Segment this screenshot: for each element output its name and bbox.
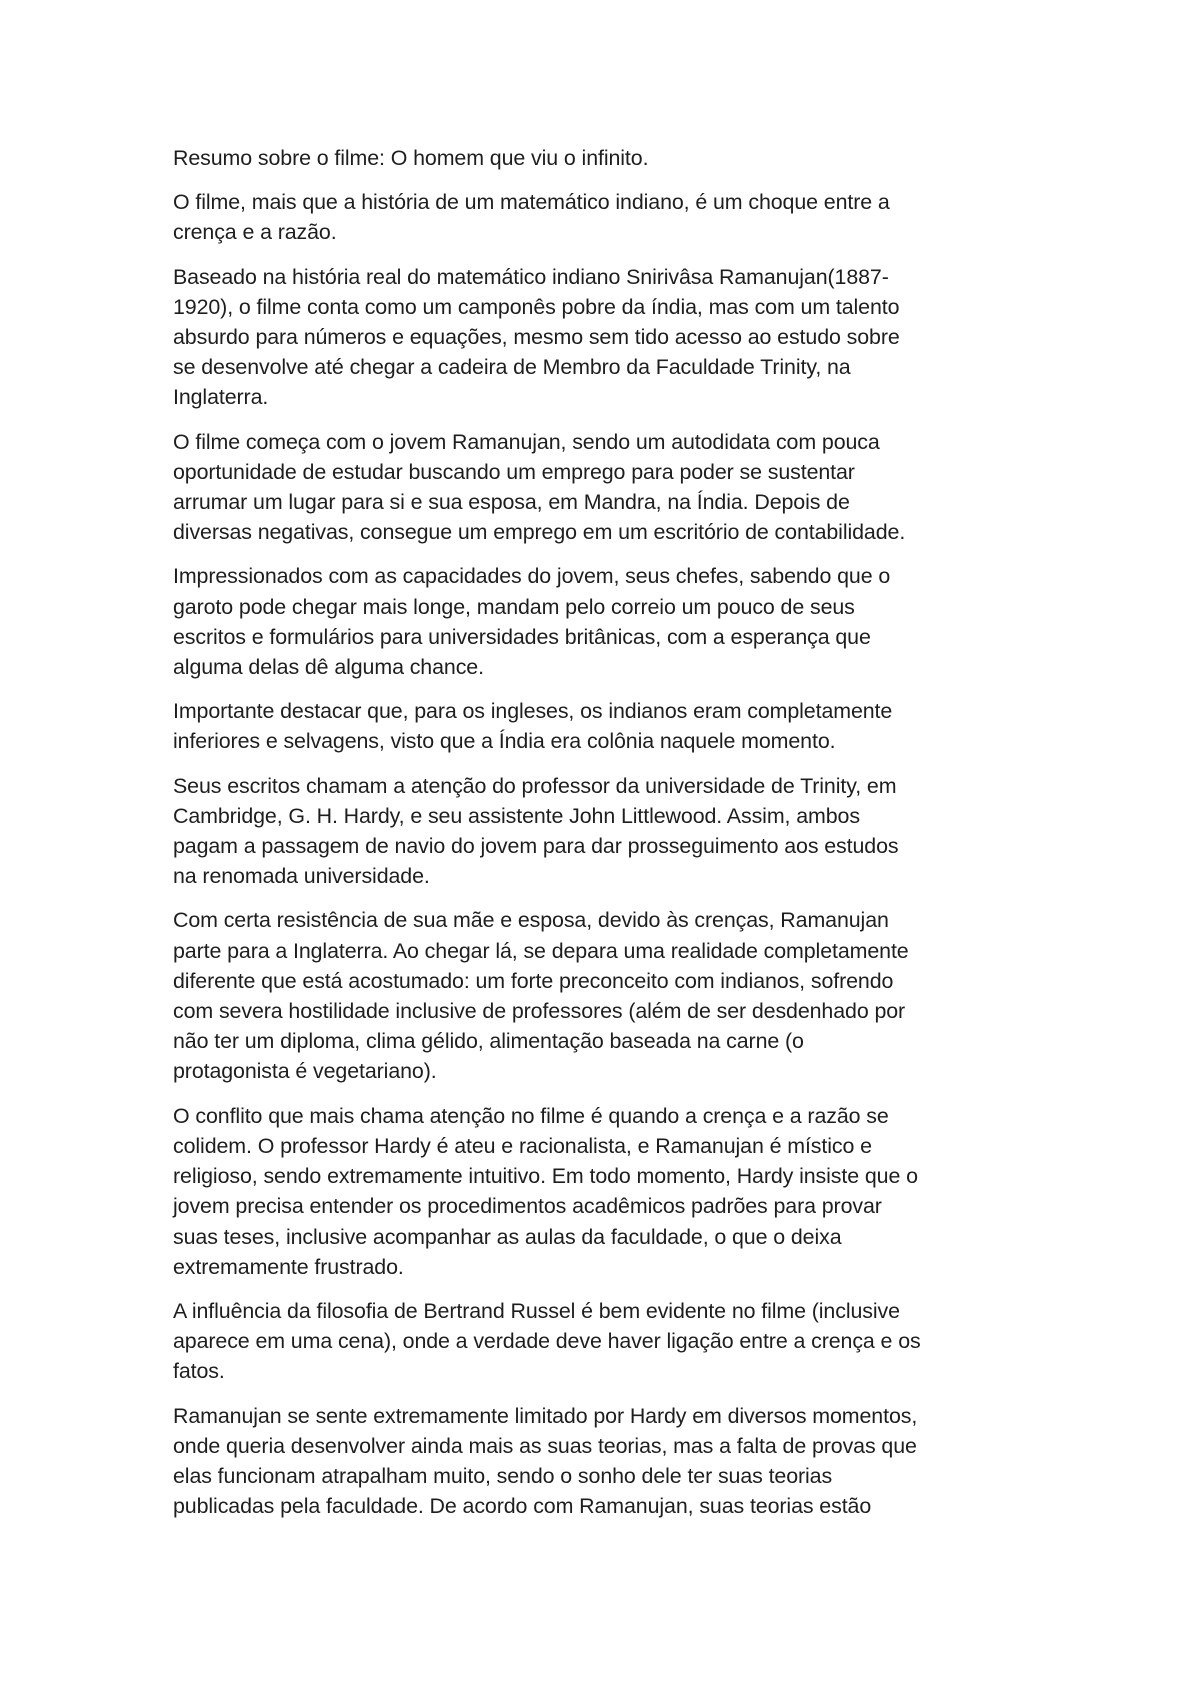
paragraph-3 [173, 427, 1043, 548]
paragraph-2 [173, 262, 1043, 413]
paragraph-8 [173, 1101, 1043, 1282]
text-line: absurdo para números e equações, mesmo sem tido acesso ao estudo sobre [173, 325, 900, 350]
text-line: na renomada universidade. [173, 864, 430, 889]
paragraph-6 [173, 771, 1043, 892]
text-line: fatos. [173, 1359, 225, 1384]
text-line: protagonista é vegetariano). [173, 1059, 437, 1084]
text-line: Seus escritos chamam a atenção do professor da universidade de Trinity, em [173, 773, 897, 798]
text-line: Ramanujan se sente extremamente limitado por Hardy em diversos momentos, [173, 1403, 918, 1428]
text-line: suas teses, inclusive acompanhar as aulas da faculdade, o que o deixa [173, 1224, 842, 1249]
text-line: garoto pode chegar mais longe, mandam pelo correio um pouco de seus [173, 594, 855, 619]
text-line: aparece em uma cena), onde a verdade deve haver ligação entre a crença e os [173, 1329, 921, 1354]
text-line: elas funcionam atrapalham muito, sendo o sonho dele ter suas teorias [173, 1463, 833, 1488]
text-line: Resumo sobre o filme: O homem que viu o infinito. [173, 146, 649, 170]
text-line: escritos e formulários para universidades britânicas, com a esperança que [173, 624, 871, 649]
paragraph-5 [173, 696, 1043, 756]
paragraph-4 [173, 561, 1043, 682]
text-line: Cambridge, G. H. Hardy, e seu assistente John Littlewood. Assim, ambos [173, 803, 860, 828]
document-title [173, 143, 1043, 173]
text-line: diversas negativas, consegue um emprego em um escritório de contabilidade. [173, 520, 906, 545]
paragraph-1 [173, 187, 1043, 247]
text-line: Baseado na história real do matemático indiano Snirivâsa Ramanujan(1887- [173, 264, 889, 289]
text-line: parte para a Inglaterra. Ao chegar lá, se depara uma realidade completamente [173, 938, 909, 963]
text-line: crença e a razão. [173, 220, 337, 245]
text-line: religioso, sendo extremamente intuitivo. Em todo momento, Hardy insiste que o [173, 1164, 918, 1189]
text-line: diferente que está acostumado: um forte preconceito com indianos, sofrendo [173, 968, 894, 993]
text-line: onde queria desenvolver ainda mais as suas teorias, mas a falta de provas que [173, 1433, 917, 1458]
text-line: Impressionados com as capacidades do jovem, seus chefes, sabendo que o [173, 564, 891, 589]
text-line: oportunidade de estudar buscando um emprego para poder se sustentar [173, 459, 855, 484]
text-line: 1920), o filme conta como um camponês pobre da índia, mas com um talento [173, 294, 900, 319]
text-line: arrumar um lugar para si e sua esposa, em Mandra, na Índia. Depois de [173, 490, 850, 515]
text-line: não ter um diploma, clima gélido, alimentação baseada na carne (o [173, 1029, 804, 1054]
text-line: pagam a passagem de navio do jovem para dar prosseguimento aos estudos [173, 834, 899, 859]
paragraph-7 [173, 905, 1043, 1086]
text-line: Com certa resistência de sua mãe e esposa, devido às crenças, Ramanujan [173, 908, 889, 933]
text-line: com severa hostilidade inclusive de professores (além de ser desdenhado por [173, 999, 906, 1024]
text-line: colidem. O professor Hardy é ateu e racionalista, e Ramanujan é místico e [173, 1133, 872, 1158]
document-body [173, 143, 1043, 1535]
text-line: O filme, mais que a história de um matemático indiano, é um choque entre a [173, 190, 890, 215]
text-line: Importante destacar que, para os ingleses, os indianos eram completamente [173, 699, 893, 724]
text-line: extremamente frustrado. [173, 1254, 404, 1279]
text-line: se desenvolve até chegar a cadeira de Membro da Faculdade Trinity, na [173, 355, 851, 380]
text-line: A influência da filosofia de Bertrand Russel é bem evidente no filme (inclusive [173, 1298, 900, 1323]
paragraph-9 [173, 1296, 1043, 1387]
text-line: Inglaterra. [173, 385, 269, 410]
text-line: O conflito que mais chama atenção no filme é quando a crença e a razão se [173, 1103, 889, 1128]
text-line: O filme começa com o jovem Ramanujan, sendo um autodidata com pouca [173, 429, 880, 454]
text-line: publicadas pela faculdade. De acordo com Ramanujan, suas teorias estão [173, 1494, 872, 1519]
text-line: alguma delas dê alguma chance. [173, 655, 484, 680]
paragraph-10 [173, 1401, 1043, 1522]
text-line: inferiores e selvagens, visto que a Índia era colônia naquele momento. [173, 729, 836, 754]
text-line: jovem precisa entender os procedimentos acadêmicos padrões para provar [173, 1194, 882, 1219]
